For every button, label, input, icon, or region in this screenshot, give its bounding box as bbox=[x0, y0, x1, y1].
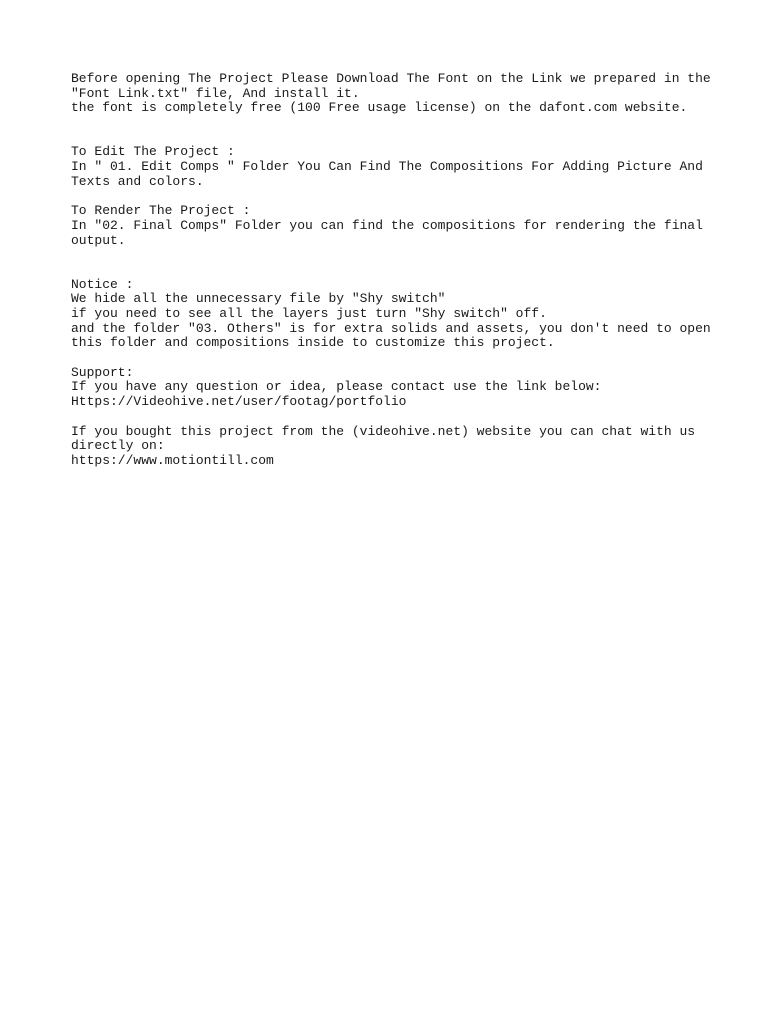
support-url-text: Https://Videohive.net/user/footag/portfolio bbox=[71, 394, 407, 410]
section-heading-support: Support: bbox=[71, 364, 134, 380]
text-line: We hide all the unnecessary file by "Shy switch" bbox=[71, 291, 446, 307]
blank-line bbox=[71, 248, 751, 263]
text-line: In " 01. Edit Comps " Folder You Can Find The Compositions For Adding Picture And bbox=[71, 159, 703, 175]
blank-line bbox=[71, 131, 751, 146]
section-heading-edit: To Edit The Project : bbox=[71, 144, 235, 160]
document-body bbox=[71, 72, 751, 469]
text-line: "Font Link.txt" file, And install it. bbox=[71, 85, 360, 101]
text-line: the font is completely free (100 Free usage license) on the dafont.com website. bbox=[71, 100, 688, 116]
section-heading-notice: Notice : bbox=[71, 276, 134, 292]
text-line: output. bbox=[71, 232, 126, 248]
text-line: If you have any question or idea, please contact use the link below: bbox=[71, 379, 602, 395]
section-heading-render: To Render The Project : bbox=[71, 203, 251, 219]
blank-line bbox=[71, 190, 751, 205]
blank-line bbox=[71, 410, 751, 425]
text-line: directly on: bbox=[71, 438, 165, 454]
text-line: this folder and compositions inside to customize this project. bbox=[71, 335, 555, 351]
text-line: Texts and colors. bbox=[71, 173, 204, 189]
text-line: and the folder "03. Others" is for extra solids and assets, you don't need to open bbox=[71, 320, 711, 336]
text-line: If you bought this project from the (videohive.net) website you can chat with us bbox=[71, 423, 696, 439]
chat-url-text: https://www.motiontill.com bbox=[71, 452, 274, 468]
blank-line bbox=[71, 351, 751, 366]
text-line: Before opening The Project Please Download The Font on the Link we prepared in the bbox=[71, 71, 711, 86]
text-line: if you need to see all the layers just turn "Shy switch" off. bbox=[71, 306, 547, 321]
blank-line bbox=[71, 116, 751, 131]
text-line: In "02. Final Comps" Folder you can find the compositions for rendering the final bbox=[71, 217, 703, 233]
blank-line bbox=[71, 263, 751, 278]
